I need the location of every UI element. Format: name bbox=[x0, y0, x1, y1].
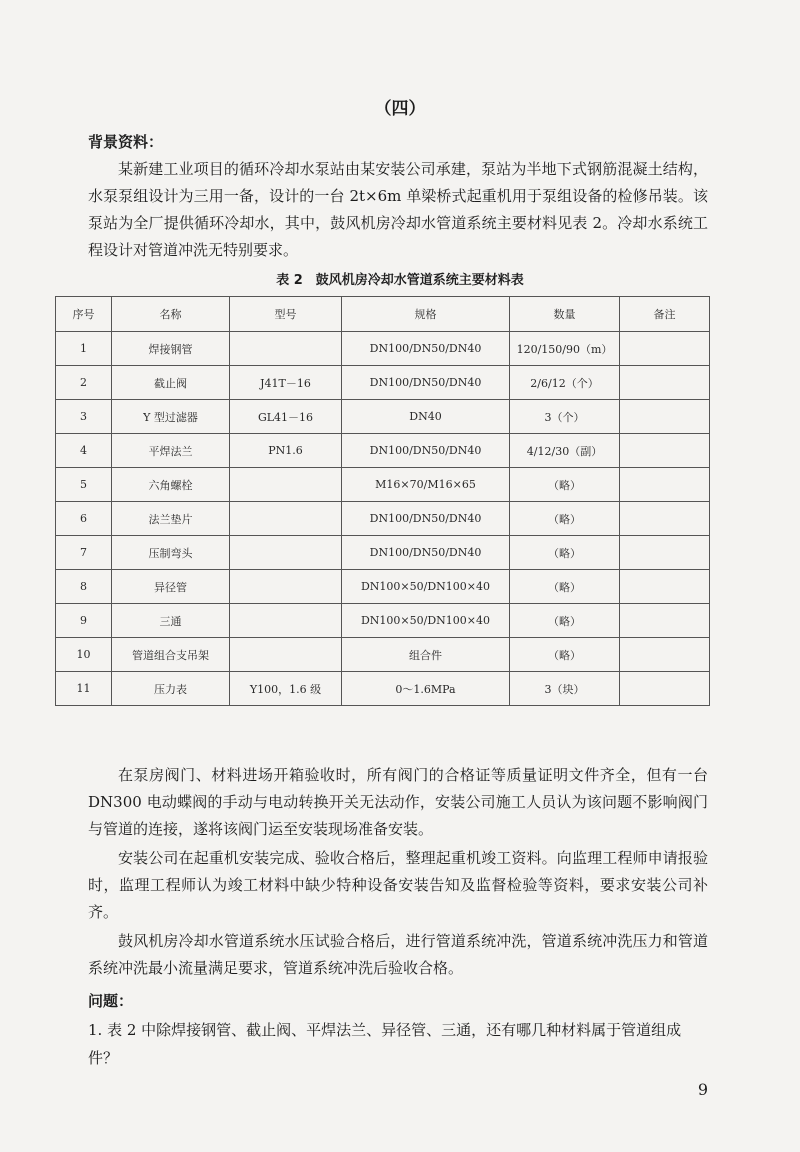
questions-heading: 问题： bbox=[88, 992, 134, 1010]
cell-quantity: （略） bbox=[510, 502, 620, 536]
cell-index: 6 bbox=[56, 502, 112, 536]
table-row bbox=[56, 570, 710, 604]
cell-remark bbox=[620, 434, 710, 468]
cell-quantity: 3（个） bbox=[510, 400, 620, 434]
cell-name: 异径管 bbox=[112, 570, 230, 604]
header-quantity: 数量 bbox=[510, 297, 620, 332]
cell-remark bbox=[620, 638, 710, 672]
table-row bbox=[56, 468, 710, 502]
section-title: （四） bbox=[374, 99, 426, 119]
cell-remark bbox=[620, 502, 710, 536]
header-model: 型号 bbox=[230, 297, 342, 332]
cell-name: 平焊法兰 bbox=[112, 434, 230, 468]
page-number: 9 bbox=[697, 1080, 708, 1099]
cell-remark bbox=[620, 400, 710, 434]
cell-quantity: 120/150/90（m） bbox=[510, 332, 620, 366]
cell-spec: DN40 bbox=[342, 400, 510, 434]
cell-quantity: （略） bbox=[510, 468, 620, 502]
materials-table bbox=[55, 296, 710, 706]
cell-quantity: （略） bbox=[510, 536, 620, 570]
cell-index: 1 bbox=[56, 332, 112, 366]
cell-name: 压制弯头 bbox=[112, 536, 230, 570]
cell-quantity: （略） bbox=[510, 638, 620, 672]
cell-spec: DN100/DN50/DN40 bbox=[342, 502, 510, 536]
cell-quantity: 2/6/12（个） bbox=[510, 366, 620, 400]
cell-name: 管道组合支吊架 bbox=[112, 638, 230, 672]
cell-name: 焊接钢管 bbox=[112, 332, 230, 366]
question-1: 1. 表 2 中除焊接钢管、截止阀、平焊法兰、异径管、三通，还有哪几种材料属于管道组成件？ bbox=[88, 1021, 682, 1067]
cell-index: 9 bbox=[56, 604, 112, 638]
background-paragraph: 某新建工业项目的循环冷却水泵站由某安装公司承建，泵站为半地下式钢筋混凝土结构，水泵泵组设计为三用一备，设计的一台 2t×6m 单梁桥式起重机用于泵组设备的检修吊装。该泵站为全厂提供循环冷却水，其中，鼓风机房冷却水管道系统主要材料见表 2。冷却水系统工程设计对管道冲洗无特别要求。 bbox=[88, 160, 708, 259]
cell-remark bbox=[620, 468, 710, 502]
table-row bbox=[56, 502, 710, 536]
cell-index: 4 bbox=[56, 434, 112, 468]
table-row bbox=[56, 366, 710, 400]
acceptance-paragraph: 在泵房阀门、材料进场开箱验收时，所有阀门的合格证等质量证明文件齐全，但有一台 DN300 电动蝶阀的手动与电动转换开关无法动作，安装公司施工人员认为该问题不影响阀门与管道的连接，遂将该阀门运至安装现场准备安装。 bbox=[88, 766, 708, 838]
cell-index: 2 bbox=[56, 366, 112, 400]
table-row bbox=[56, 672, 710, 706]
cell-remark bbox=[620, 366, 710, 400]
cell-name: 六角螺栓 bbox=[112, 468, 230, 502]
cell-spec: DN100×50/DN100×40 bbox=[342, 570, 510, 604]
cell-spec: DN100×50/DN100×40 bbox=[342, 604, 510, 638]
cell-index: 3 bbox=[56, 400, 112, 434]
cell-spec: 组合件 bbox=[342, 638, 510, 672]
cell-model bbox=[230, 536, 342, 570]
cell-name: 法兰垫片 bbox=[112, 502, 230, 536]
cell-model: GL41－16 bbox=[230, 400, 342, 434]
cell-index: 10 bbox=[56, 638, 112, 672]
table-caption: 表 2 鼓风机房冷却水管道系统主要材料表 bbox=[276, 273, 524, 288]
table-header-row bbox=[56, 297, 710, 332]
cell-model bbox=[230, 332, 342, 366]
crane-paragraph: 安装公司在起重机安装完成、验收合格后，整理起重机竣工资料。向监理工程师申请报验时，监理工程师认为竣工材料中缺少特种设备安装告知及监督检验等资料，要求安装公司补齐。 bbox=[88, 849, 708, 921]
cell-quantity: 4/12/30（副） bbox=[510, 434, 620, 468]
cell-name: Y 型过滤器 bbox=[112, 400, 230, 434]
cell-name: 三通 bbox=[112, 604, 230, 638]
cell-name: 截止阀 bbox=[112, 366, 230, 400]
cell-model: J41T－16 bbox=[230, 366, 342, 400]
cell-spec: M16×70/M16×65 bbox=[342, 468, 510, 502]
cell-model bbox=[230, 570, 342, 604]
cell-spec: 0～1.6MPa bbox=[342, 672, 510, 706]
table-row bbox=[56, 638, 710, 672]
flushing-paragraph: 鼓风机房冷却水管道系统水压试验合格后，进行管道系统冲洗，管道系统冲洗压力和管道系统冲洗最小流量满足要求，管道系统冲洗后验收合格。 bbox=[88, 932, 708, 977]
cell-spec: DN100/DN50/DN40 bbox=[342, 434, 510, 468]
header-index: 序号 bbox=[56, 297, 112, 332]
cell-index: 11 bbox=[56, 672, 112, 706]
cell-model bbox=[230, 502, 342, 536]
cell-quantity: （略） bbox=[510, 604, 620, 638]
cell-name: 压力表 bbox=[112, 672, 230, 706]
header-remark: 备注 bbox=[620, 297, 710, 332]
header-name: 名称 bbox=[112, 297, 230, 332]
cell-model bbox=[230, 468, 342, 502]
table-row bbox=[56, 434, 710, 468]
header-spec: 规格 bbox=[342, 297, 510, 332]
table-row bbox=[56, 536, 710, 570]
cell-remark bbox=[620, 570, 710, 604]
table-row bbox=[56, 332, 710, 366]
cell-index: 8 bbox=[56, 570, 112, 604]
cell-model: Y100，1.6 级 bbox=[230, 672, 342, 706]
cell-remark bbox=[620, 332, 710, 366]
cell-model bbox=[230, 638, 342, 672]
table-row bbox=[56, 604, 710, 638]
cell-quantity: （略） bbox=[510, 570, 620, 604]
cell-quantity: 3（块） bbox=[510, 672, 620, 706]
cell-spec: DN100/DN50/DN40 bbox=[342, 366, 510, 400]
background-heading: 背景资料： bbox=[88, 133, 164, 151]
cell-model bbox=[230, 604, 342, 638]
cell-remark bbox=[620, 536, 710, 570]
cell-spec: DN100/DN50/DN40 bbox=[342, 536, 510, 570]
cell-spec: DN100/DN50/DN40 bbox=[342, 332, 510, 366]
cell-model: PN1.6 bbox=[230, 434, 342, 468]
cell-remark bbox=[620, 672, 710, 706]
cell-remark bbox=[620, 604, 710, 638]
cell-index: 7 bbox=[56, 536, 112, 570]
cell-index: 5 bbox=[56, 468, 112, 502]
table-row bbox=[56, 400, 710, 434]
